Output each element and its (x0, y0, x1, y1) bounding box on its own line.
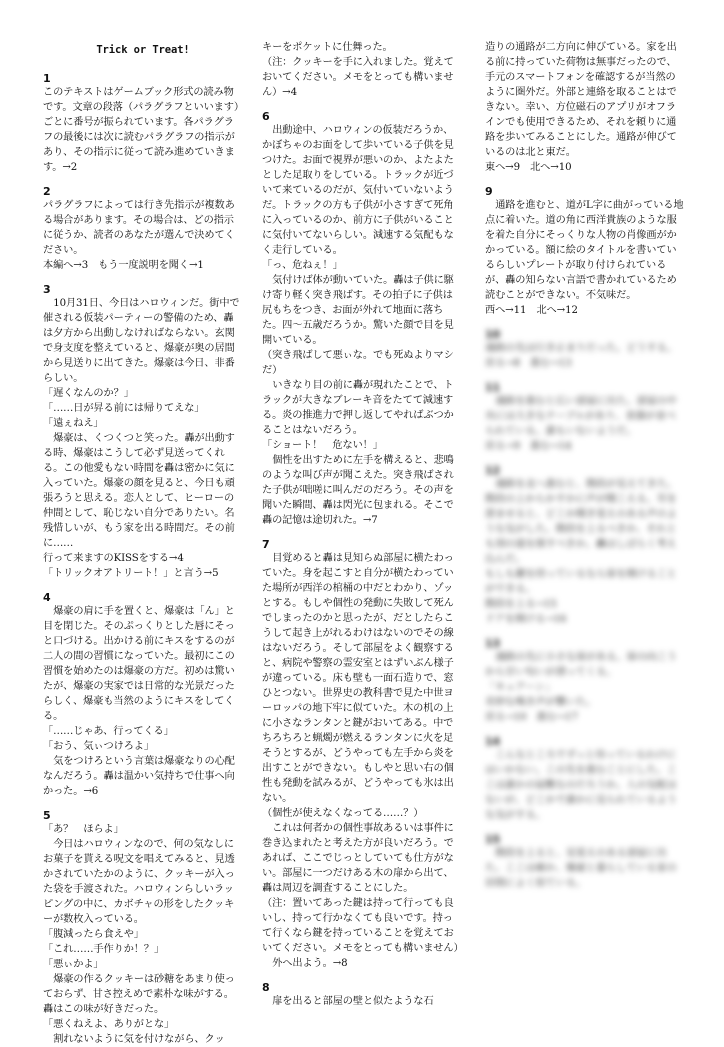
paragraph-number: 7 (262, 538, 270, 551)
paragraph-text: ドアを開ける→16 (485, 614, 567, 625)
paragraph-section (262, 538, 462, 971)
paragraph-section (43, 185, 243, 273)
paragraph-section (485, 637, 685, 725)
paragraph-text: 「ショート！ 危ない！」 (262, 440, 383, 451)
paragraph-text: 通路を進むと広い部屋に出た。部屋の中央には大きなテーブルがあり、食器が並べられている。誰もいないようだ。 (485, 396, 677, 437)
paragraph-text: 割れないように気を付けながら、クッ (53, 1034, 225, 1045)
paragraph-text: 爆豪は、くつくつと笑った。轟が出動する時、爆豪はこうして必ず見送ってくれる。この他愛もない時間を轟は密かに気に入っていた。爆豪の顔を見ると、今日も頑張ろうと思える。恋人として、ヒーローの仲間として、恥じない自分でありたい。名残惜しいが、もう家を出る時間だ。その前に…… (43, 433, 235, 549)
paragraph-text: いきなり目の前に轟が現れたことで、トラックが大きなブレーキ音をたてて減速する。炎の推進力で押し返してやればぶつかることはないだろう。 (262, 380, 454, 436)
paragraph-text: （突き飛ばして悪ぃな。でも死ぬよりマシだ） (262, 350, 454, 376)
paragraph-section (43, 72, 243, 175)
paragraph-text: 通路を進むと、道がL字に曲がっている地点に着いた。道の角に西洋貴族のような服を着た自分にそっくりな人物の肖像画がかかっている。額に絵のタイトルを書いているらしいプレートが取り付けられているが、轟の知らない言語で書かれているため読むことができない。不気味だ。 (485, 200, 684, 301)
paragraph-text: 階段を上る→15 (485, 599, 557, 610)
paragraph-text: こんなところでずっと待っているわけにはいかない。この先を進むことにした。ここは誰かの屋敷なのだろうか。人の気配はないが、どこかで誰かに見られているような気がする。 (485, 750, 677, 821)
paragraph-text: これは何者かの個性事故あるいは事件に巻き込まれたと考えた方が良いだろう。であれば、ここでじっとしていても仕方がない。部屋に一つだけある木の扉から出て、轟は周辺を調査することにした。 (262, 823, 454, 894)
paragraph-text: 扉を出ると部屋の壁と似たような石 (272, 996, 434, 1007)
column-1 (43, 40, 243, 1045)
paragraph-text: 「遅くなんのか？」 (43, 388, 134, 399)
paragraph-section (485, 735, 685, 823)
paragraph-text: 戻る→9 進む→14 (485, 441, 572, 452)
paragraph-text: キーをポケットに仕舞った。 (262, 42, 393, 53)
paragraph-text: （注：置いてあった鍵は持って行っても良いし、持って行かなくても良いです。持って行くなら鍵を持っていることを覚えておいてください。メモをとっても構いません） (262, 898, 464, 954)
paragraph-text: 「あ？ ほらよ」 (43, 824, 124, 835)
paragraph-text: 「……日が昇る前には帰りてえな」 (43, 403, 205, 414)
paragraph-text: 通路を北へ進むと、階段が見えてきた。階段の上からかすかに声が聞こえる。耳を澄ませると、どこか聞き覚えのある声のような気がした。階段を上るべきか、それとも別の道を探すべきか。轟はしばらく考え込んだ。 (485, 479, 677, 565)
paragraph-number: 4 (43, 591, 51, 604)
paragraph-number: 14 (485, 735, 501, 748)
paragraph-text: 目覚めると轟は見知らぬ部屋に横たわっていた。身を起こすと自分が横たわっていた場所が西洋の棺桶の中だとわかり、ゾッとする。もしや個性の発動に失敗して死んでしまったのかと思ったが、だとしたらこうして起き上がれるわけはないのでその線はないだろう。そして部屋をよく観察すると、病院や警察の霊安室とはずいぶん様子が違っている。床も壁も一面石造りで、窓ひとつない。世界史の教科書で見た中世ヨーロッパの地下牢に似ていた。木の机の上に小さなランタンと鍵がおいてある。中でちろちろと蝋燭が燃えるランタンに火を足そうとするが、どうやっても左手から炎を出すことができない。もしやと思い右の個性も発動を試みるが、どうやっても氷は出ない。 (262, 553, 454, 804)
paragraph-text: このテキストはゲームブック形式の読み物です。文章の段落（パラグラフといいます）ごとに番号が振られています。各パラグラフの最後には次に読むパラグラフの指示があり、その指示に従って読み進めていきます。→2 (43, 87, 239, 173)
paragraph-number: 12 (485, 464, 501, 477)
paragraph-text: （個性が使えなくなってる……？） (262, 808, 424, 819)
paragraph-number: 13 (485, 637, 501, 650)
paragraph-text: もしも鍵を持っているなら扉を開けることができる。 (485, 569, 677, 595)
paragraph-text: 「トリックオアトリート！」と言う→5 (43, 568, 219, 579)
paragraph-section (43, 809, 243, 1047)
paragraph-text: 行って来ますのKISSをする→4 (43, 553, 184, 564)
paragraph-text: 出動途中、ハロウィンの仮装だろうか、かぼちゃのお面をして歩いている子供を見つけた。お面で視界が悪いのか、よたよたとした足取りをしている。トラックが近づいて来ているのだが、気付いていないようだ。トラックの方も子供が小さすぎて死角に入っているのか、前方に子供がいることに気付いてないらしい。減速する気配もなく走行している。 (262, 125, 454, 256)
paragraph-text: 爆豪の肩に手を置くと、爆豪は「ん」と目を閉じた。そのぷっくりとした唇にそっと口づける。出かける前にキスをするのが二人の間の習慣になっていた。最初にこの習慣を始めたのは爆豪の方だ。初めは驚いたが、爆豪の実家では日常的な光景だったらしく、爆豪も当然のようにキスをしてくる。 (43, 606, 235, 722)
paragraph-text: パラグラフによっては行き先指示が複数ある場合があります。その場合は、どの指示に従うか、読者のあなたが選んで決めてください。 (43, 200, 235, 256)
paragraph-text: 「……じゃあ、行ってくる」 (43, 726, 174, 737)
column-3 (485, 40, 685, 994)
document-title: Trick or Treat! (96, 44, 190, 56)
paragraph-text: 爆豪の作るクッキーは砂糖をあまり使っておらず、甘さ控えめで素朴な味がする。轟はこの味が好きだった。 (43, 974, 235, 1015)
paragraph-text: 戻る→8 進む→13 (485, 358, 572, 369)
paragraph-text: 奇妙な鳴き声が響いた。 (485, 697, 596, 708)
paragraph-number: 15 (485, 833, 501, 846)
paragraph-number: 8 (262, 981, 270, 994)
paragraph-section (485, 185, 685, 318)
paragraph-text: 階段を上ると、見覚えのある部屋に出た。ここは確か、爆豪と暮らしている家の居間によく似ている。 (485, 848, 677, 889)
paragraph-number: 6 (262, 110, 270, 123)
paragraph-section (43, 283, 243, 581)
paragraph-text: （注：クッキーを手に入れました。覚えておいてください。メモをとっても構いません）→4 (262, 57, 454, 98)
paragraph-text: 外へ出よう。→8 (272, 958, 348, 969)
paragraph-section (485, 328, 685, 371)
paragraph-text: 西へ→11 北へ→12 (485, 305, 578, 316)
paragraph-number: 11 (485, 381, 501, 394)
paragraph-section (43, 591, 243, 799)
paragraph-number: 10 (485, 328, 501, 341)
paragraph-text: 「腹減ったら食えや」 (43, 929, 144, 940)
paragraph-section (485, 40, 685, 175)
paragraph-text: 「これ……手作りか！？」 (43, 944, 165, 955)
paragraph-number: 3 (43, 283, 51, 296)
paragraph-section (485, 833, 685, 891)
paragraph-number: 5 (43, 809, 51, 822)
paragraph-text: 個性を出すために左手を構えると、悲鳴のような叫び声が聞こえた。突き飛ばされた子供が咄嗟に叫んだのだろう。その声を聞いた瞬間、轟は閃光に包まれる。そこで轟の記憶は途切れた。→7 (262, 455, 454, 526)
paragraph-text: 今日はハロウィンなので、何の気なしにお菓子を貰える呪文を唱えてみると、見透かされていたかのように、クッキーが入った袋を手渡された。ハロウィンらしいラッピングの中に、カボチャの形をしたクッキーが数枚入っている。 (43, 839, 235, 925)
paragraph-text: 戻る→10 進む→17 (485, 712, 578, 723)
paragraph-text: 「悪くねえよ、ありがとな」 (43, 1019, 175, 1030)
paragraph-text: 「っ、危ねぇ！」 (262, 260, 343, 271)
paragraph-section (485, 464, 685, 627)
paragraph-text: 「キュアーン」 (485, 682, 556, 693)
paragraph-number: 9 (485, 185, 493, 198)
paragraph-text: 東へ→9 北へ→10 (485, 162, 572, 173)
paragraph-text: 気付けば体が動いていた。轟は子供に駆け寄り軽く突き飛ばす。その拍子に子供は尻もちをつき、お面が外れて地面に落ちた。四～五歳だろうか。驚いた顔で目を見開いている。 (262, 275, 454, 346)
paragraph-text: 気をつけろという言葉は爆豪なりの心配なんだろう。轟は温かい気持ちで仕事へ向かった。→6 (43, 756, 235, 797)
paragraph-section (485, 381, 685, 454)
paragraph-text: 10月31日、今日はハロウィンだ。街中で催される仮装パーティーの警備のため、轟は夕方から出動しなければならない。玄関で身支度を整えていると、爆豪が奥の居間から見送りに出てきた。爆豪は今日、非番らしい。 (43, 298, 240, 384)
column-2 (262, 40, 464, 1007)
paragraph-section (262, 110, 462, 528)
paragraph-text: 造りの通路が二方向に伸びている。家を出る前に持っていた荷物は無事だったので、手元のスマートフォンを確認するが当然のように圏外だ。外部と連絡を取ることはできない。幸い、方位磁石のアプリがオフラインでも使用できるため、それを頼りに通路を歩いてみることにした。通路が伸びているのは北と東だ。 (485, 42, 677, 158)
paragraph-text: 「遠ぇねえ」 (43, 418, 104, 429)
paragraph-text: 「おう、気ぃつけろよ」 (43, 741, 154, 752)
paragraph-number: 1 (43, 72, 51, 85)
paragraph-number: 2 (43, 185, 51, 198)
paragraph-section (262, 981, 462, 1009)
paragraph-text: 通路の先に小さな扉がある。扉の向こうから甘い匂いが漂ってくる。 (485, 652, 677, 678)
paragraph-text: 「悪ぃかよ」 (43, 959, 104, 970)
paragraph-section (262, 40, 462, 100)
paragraph-text: 本編へ→3 もう一度説明を聞く→1 (43, 260, 204, 271)
paragraph-text: 通路の先は行き止まりだった。どうする。 (485, 343, 677, 354)
